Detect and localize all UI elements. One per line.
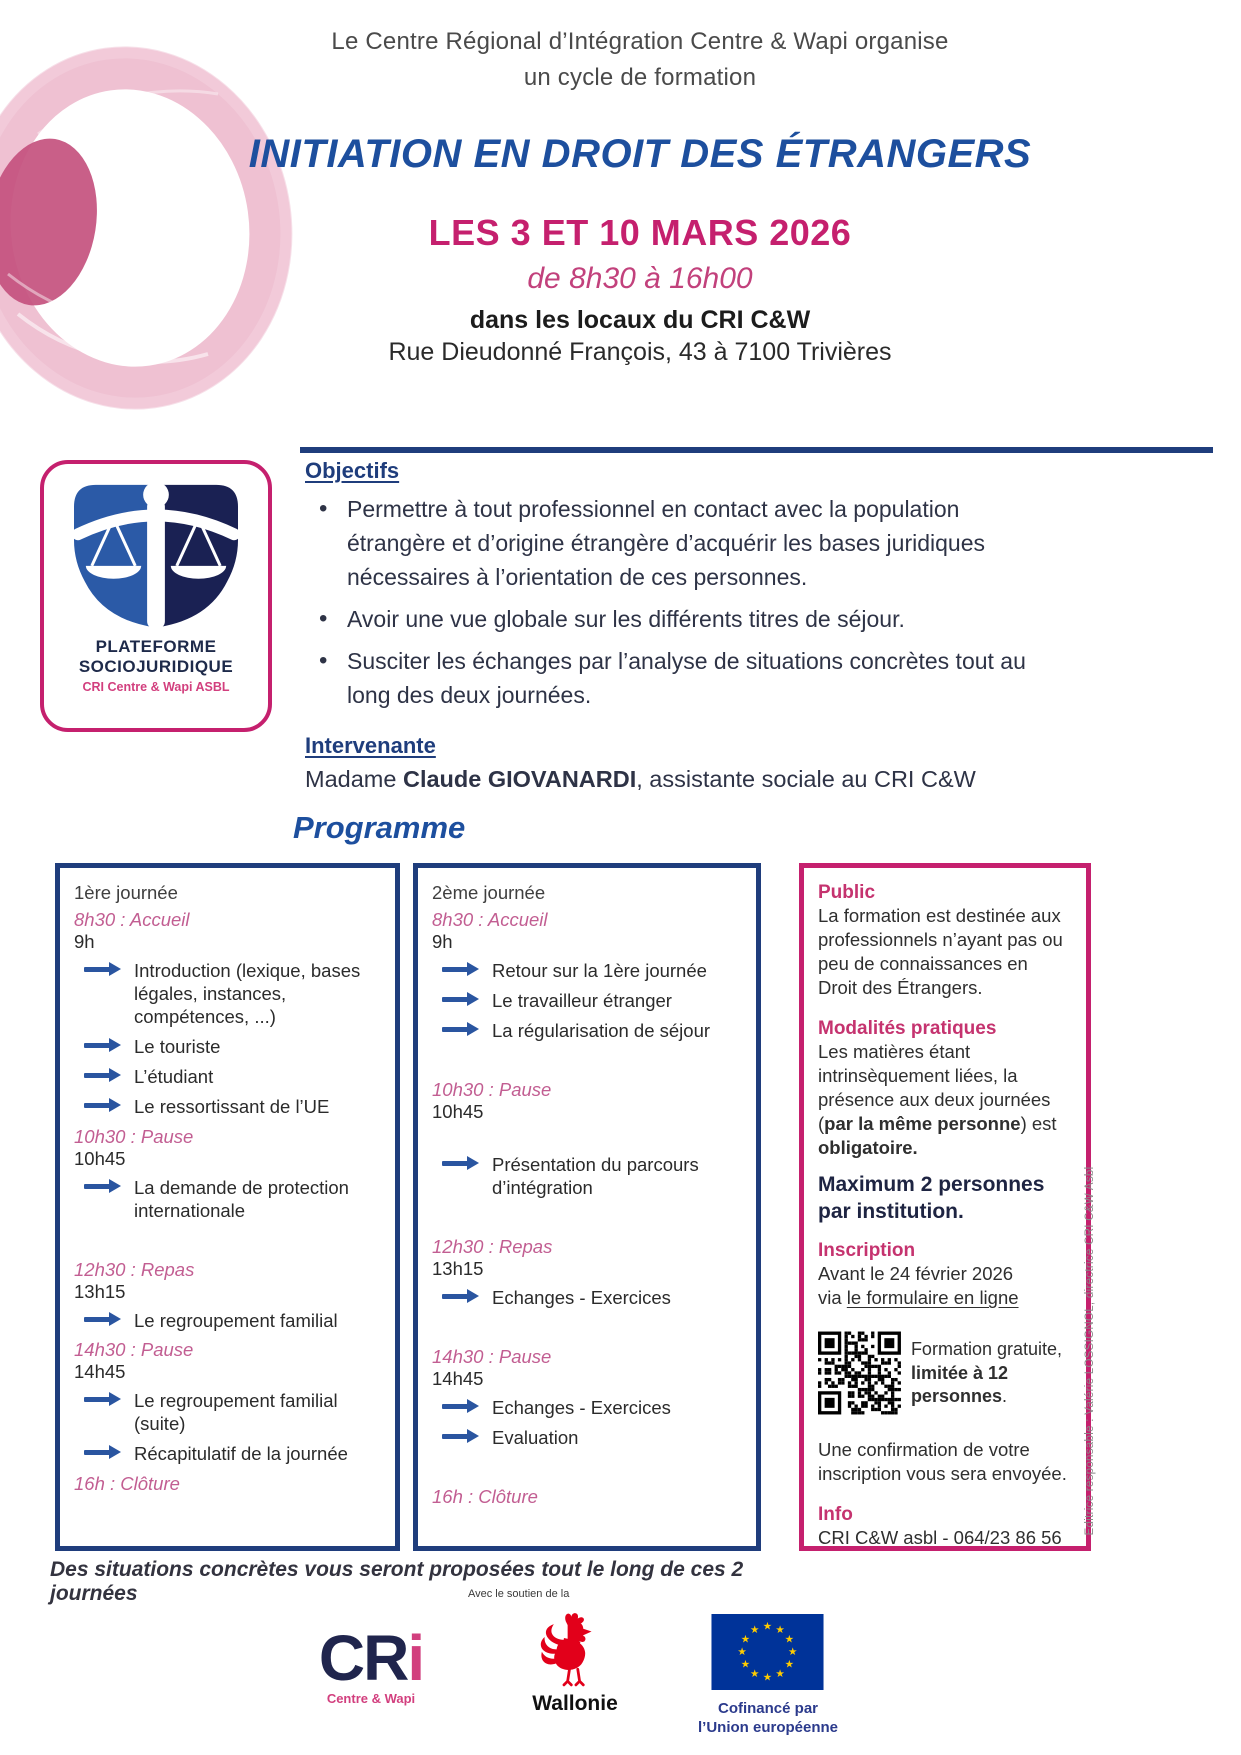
public-heading: Public [818, 882, 876, 903]
svg-text:★: ★ [750, 1667, 760, 1680]
svg-text:★: ★ [750, 1624, 760, 1637]
svg-text:★: ★ [737, 1646, 747, 1658]
info-contact: CRI C&W asbl - 064/23 86 56 [818, 1527, 1062, 1549]
arrow-icon [84, 1103, 111, 1108]
eu-flag-icon [710, 1614, 825, 1690]
arrow-icon [442, 1027, 469, 1032]
arrow-icon [442, 1294, 469, 1299]
eu-caption [662, 1700, 874, 1738]
svg-text:★: ★ [775, 1624, 785, 1637]
programme-gap [432, 1317, 748, 1341]
info-heading: Info [818, 1504, 853, 1526]
logo-card-line3: CRI Centre & Wapi ASBL [82, 679, 230, 694]
info-panel [799, 863, 1091, 1551]
arrow-icon [84, 1043, 111, 1048]
cri-letter-i: i [407, 1622, 424, 1694]
programme-hour: 14h45 [74, 1361, 126, 1383]
programme-time: 10h30 : Pause [432, 1078, 552, 1100]
bullet-icon: • [319, 647, 328, 675]
plateforme-logo-card [40, 460, 272, 732]
programme-day: 2ème journée [432, 882, 546, 903]
arrow-icon [442, 997, 469, 1002]
intro-line-2: un cycle de formation [523, 64, 757, 91]
svg-text:★: ★ [762, 1620, 773, 1633]
programme-time: 14h30 : Pause [74, 1339, 194, 1361]
programme-day: 1ère journée [74, 882, 178, 903]
programme-hour: 13h15 [74, 1280, 126, 1302]
objectifs-heading: Objectifs [305, 458, 400, 483]
programme-gap [432, 1050, 748, 1074]
programme-item: Récapitulatif de la journée [74, 1443, 387, 1466]
confirmation-text: Une confirmation de votre inscription vous sera envoyée. [818, 1439, 1067, 1485]
bullet-item: • Avoir une vue globale sur les différents titres de séjour. [305, 602, 1053, 636]
programme-hour: 9h [432, 931, 453, 952]
logo-card-line2: SOCIOJURIDIQUE [78, 657, 234, 677]
programme-hour: 14h45 [432, 1367, 484, 1389]
programme-item: La régularisation de séjour [432, 1020, 748, 1043]
event-time: de 8h30 à 16h00 [527, 262, 753, 295]
arrow-icon [84, 1184, 111, 1189]
objectifs-list [305, 492, 1053, 712]
programme-gap [432, 1457, 748, 1481]
svg-text:★: ★ [740, 1658, 751, 1671]
intervenante-line: Madame Claude GIOVANARDI, assistante sociale au CRI C&W [305, 766, 976, 792]
bullet-icon: • [319, 495, 328, 522]
svg-text:★: ★ [784, 1633, 795, 1646]
programme-time: 16h : Clôture [432, 1485, 538, 1507]
programme-item: Le travailleur étranger [432, 990, 748, 1013]
cri-logo [296, 1622, 446, 1706]
arrow-icon [442, 967, 469, 972]
wallonie-label: Wallonie [532, 1692, 618, 1715]
modalites-text: Les matières étant intrinsèquement liées, la présence aux deux journées (par la même personne) est obligatoire. [818, 1041, 1057, 1159]
programme-item: L’étudiant [74, 1066, 387, 1089]
arrow-icon [84, 1397, 111, 1402]
event-venue: dans les locaux du CRI C&W [469, 306, 811, 334]
event-title: INITIATION EN DROIT DES ÉTRANGERS [248, 132, 1032, 176]
divider-rule [300, 447, 1213, 453]
programme-hour: 13h15 [432, 1257, 484, 1279]
arrow-icon [442, 1404, 469, 1409]
programme-item: La demande de protection internationale [74, 1177, 387, 1223]
programme-item: Le touriste [74, 1036, 387, 1059]
event-address: Rue Dieudonné François, 43 à 7100 Trivières [388, 338, 892, 366]
programme-day1-box [55, 863, 400, 1551]
modalites-heading: Modalités pratiques [818, 1018, 997, 1040]
programme-item: Présentation du parcours d’intégration [432, 1154, 748, 1200]
arrow-icon [442, 1434, 469, 1439]
inscription-deadline: Avant le 24 février 2026 [818, 1263, 1014, 1285]
programme-hour: 10h45 [432, 1100, 484, 1122]
arrow-icon [442, 1161, 469, 1166]
programme-time: 12h30 : Repas [432, 1235, 553, 1257]
programme-item: Le regroupement familial [74, 1310, 387, 1333]
programme-gap [74, 1230, 387, 1254]
qr-code [818, 1322, 901, 1424]
eu-caption-line1: Cofinancé par [717, 1700, 819, 1717]
arrow-icon [84, 1450, 111, 1455]
svg-text:★: ★ [784, 1658, 795, 1671]
logo-card-line1: PLATEFORME [95, 637, 217, 656]
arrow-icon [84, 967, 111, 972]
intervenante-heading: Intervenante [305, 733, 436, 758]
programme-hour: 9h [74, 931, 95, 952]
programme-gap [432, 1207, 748, 1231]
bullet-item: • Permettre à tout professionnel en contact avec la population étrangère et d’origine étrangère d’acquérir les bases juridiques nécessaires à l’orientation de ces personnes. [305, 492, 1053, 594]
arrow-icon [84, 1073, 111, 1078]
programme-time: 8h30 : Accueil [74, 909, 190, 930]
programme-time: 10h30 : Pause [74, 1125, 194, 1147]
programme-hour: 10h45 [74, 1147, 126, 1169]
programme-item: Introduction (lexique, bases légales, instances, compétences, ...) [74, 960, 387, 1029]
programme-time: 8h30 : Accueil [432, 909, 548, 930]
svg-text:★: ★ [740, 1633, 751, 1646]
cri-letters: CR [318, 1622, 408, 1694]
svg-text:★: ★ [762, 1671, 773, 1684]
online-form-link[interactable]: le formulaire en ligne [846, 1287, 1019, 1309]
intro-line-1: Le Centre Régional d’Intégration Centre & Wapi organise [331, 28, 949, 55]
maximum-note: Maximum 2 personnes par institution. [818, 1173, 1045, 1224]
scales-icon [62, 473, 250, 637]
programme-time: 14h30 : Pause [432, 1345, 552, 1367]
programme-title: Programme [293, 810, 466, 845]
programme-item: Le regroupement familial (suite) [74, 1390, 387, 1436]
arrow-icon [84, 1317, 111, 1322]
bullet-item: • Susciter les échanges par l’analyse de situations concrètes tout au long des deux journées. [305, 644, 1053, 712]
svg-text:★: ★ [775, 1667, 785, 1680]
eu-caption-line2: l’Union européenne [697, 1718, 838, 1736]
credit-vertical: Editrice responsable : Valérie LOSSIGNOL, directrice CRI C&W Asbl [1084, 1166, 1096, 1536]
wallonie-rooster-icon [525, 1603, 625, 1695]
programme-item: Evaluation [432, 1427, 748, 1450]
svg-text:★: ★ [788, 1646, 798, 1658]
programme-day2-box [413, 863, 761, 1551]
footnote: Des situations concrètes vous seront proposées tout le long de ces 2 journées [50, 1558, 744, 1605]
wallonie-support-text: Avec le soutien de la [468, 1588, 570, 1600]
programme-time: 12h30 : Repas [74, 1258, 195, 1280]
cri-sub-label: Centre & Wapi [326, 1690, 416, 1706]
programme-gap [432, 1123, 748, 1147]
inscription-link-line: via le formulaire en ligne [818, 1287, 1019, 1309]
bullet-icon: • [319, 605, 328, 633]
event-dates: LES 3 ET 10 MARS 2026 [428, 212, 852, 253]
programme-item: Echanges - Exercices [432, 1287, 748, 1310]
programme-item: Retour sur la 1ère journée [432, 960, 748, 983]
programme-item: Echanges - Exercices [432, 1397, 748, 1420]
public-text: La formation est destinée aux professionnels n’ayant pas ou peu de connaissances en Droit des Étrangers. [818, 905, 1063, 999]
programme-item: Le ressortissant de l’UE [74, 1096, 387, 1119]
objectifs-section [305, 458, 1053, 712]
programme-time: 16h : Clôture [74, 1473, 180, 1495]
qr-caption: Formation gratuite, limitée à 12 personnes. [910, 1339, 1063, 1406]
inscription-heading: Inscription [818, 1240, 916, 1262]
